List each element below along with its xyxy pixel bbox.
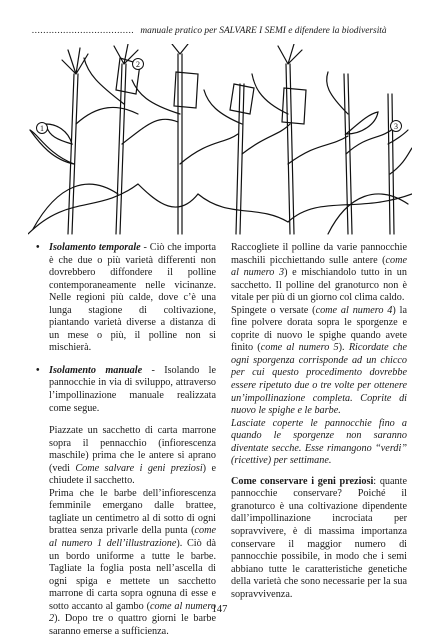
right-column: [231, 242, 407, 601]
italic-text: come al numero 5: [260, 342, 339, 354]
text: ) e mischiandolo tutto in un sacchetto. Il polline del granoturco non è vitale per più di un giorno col clima caldo.: [231, 267, 407, 304]
page-number: 147: [211, 604, 228, 615]
italic-text: come al numero 1 dell’illustrazione: [49, 525, 216, 550]
bullet-dot: •: [36, 364, 40, 376]
section-paragraph: [231, 476, 407, 601]
text: Raccogliete il polline da varie pannocchie maschili picchiettando sulle antere (: [231, 242, 407, 266]
term-isolamento-temporale: Isolamento temporale: [49, 242, 141, 253]
paragraph: [49, 488, 216, 639]
text: ) e chiudete il sacchetto.: [49, 462, 217, 487]
bullet-text: - Isolando le pannocchie in via di sviluppo, attraverso l’impollinazione manuale realizzata come segue.: [49, 364, 216, 414]
bullet-dot: •: [36, 242, 40, 253]
figure-marker-1: 1: [40, 124, 44, 133]
section-heading: Come conservare i geni preziosi: [231, 475, 374, 487]
italic-text: come al numero 3: [231, 254, 407, 279]
figure-marker-2: 2: [136, 60, 140, 69]
paragraph: [231, 242, 407, 305]
text: ).: [338, 342, 349, 354]
running-header: [32, 26, 412, 36]
header-dots: ....................................: [32, 26, 135, 36]
italic-text: Ricordate che ogni sporgenza corrisponde ad un chicco per cui questo procedimento dovrebbe essere ripetuto due o tre volte per ottenere un’impollinazione completa. Coprite di nuovo le spighe e le barbe.: [231, 342, 407, 417]
term-isolamento-manuale: Isolamento manuale: [49, 364, 143, 376]
text: ). Dopo tre o quattro giorni le barbe saranno emerse a sufficienza.: [49, 613, 216, 637]
italic-text: come al numero 2: [49, 600, 216, 625]
paragraph: [49, 425, 216, 488]
text: ). Ciò dà un bordo uniforme a tutte le barbe. Tagliate la foglia posta nell’ascella di ogni spiga e mettete un sacchetto marrone di carta sopra ognuna di esse e sotto accanto al gambo (: [49, 538, 216, 612]
italic-text: Come salvare i geni preziosi: [75, 462, 203, 474]
text: Prima che le barbe dell’infiorescenza femminile emergano dalle brattee, tagliate un centimetro al di sotto di ogni brattea senza privarle della punta (: [49, 487, 216, 537]
paragraph: [231, 305, 407, 418]
text: Spingete o versate (: [231, 304, 316, 316]
header-title: manuale pratico per SALVARE I SEMI e difendere la biodiversità: [140, 26, 387, 36]
bullet-text: - Ciò che importa è che due o più varietà differenti non dovrebbero diffondere il polline contemporaneamente nelle vicinanze. Nelle regioni più calde, dove c’è una lunga stagione di coltivazione, piantando varietà diverse a distanza di un mese o più, il polline non si mischierà.: [49, 242, 217, 354]
text: : quante pannocchie conservare? Poiché il granoturco è una coltivazione dipendente dall’impollinazione incrociata per sopravvivere, è di massima importanza conservare il maggior numero di pannocchie possibile, in modo che i semi abbiano tutte le caratteristiche genetiche della varietà che sono necessarie per la sua sopravvivenza.: [231, 475, 407, 600]
corn-pollination-illustration: [28, 44, 412, 236]
paragraph: [231, 418, 407, 468]
italic-text: Lasciate coperte le pannocchie fino a quando le sporgenze non saranno diventate secche. Esse rimangono “verdi” (ricettive) per settimane.: [231, 417, 407, 467]
bullet-isolamento-temporale: [36, 242, 216, 355]
left-column: [36, 242, 216, 638]
text: Piazzate un sacchetto di carta marrone sopra il pennacchio (infiorescenza maschile) prima che le antere si aprano (vedi: [49, 425, 216, 474]
figure-marker-3: 3: [394, 122, 398, 131]
bullet-isolamento-manuale: [36, 365, 216, 415]
text: ) la fine polvere dorata sopra le sporgenze e coprite di nuovo le spighe quando avete finito (: [231, 304, 408, 354]
italic-text: come al numero 4: [315, 304, 393, 316]
